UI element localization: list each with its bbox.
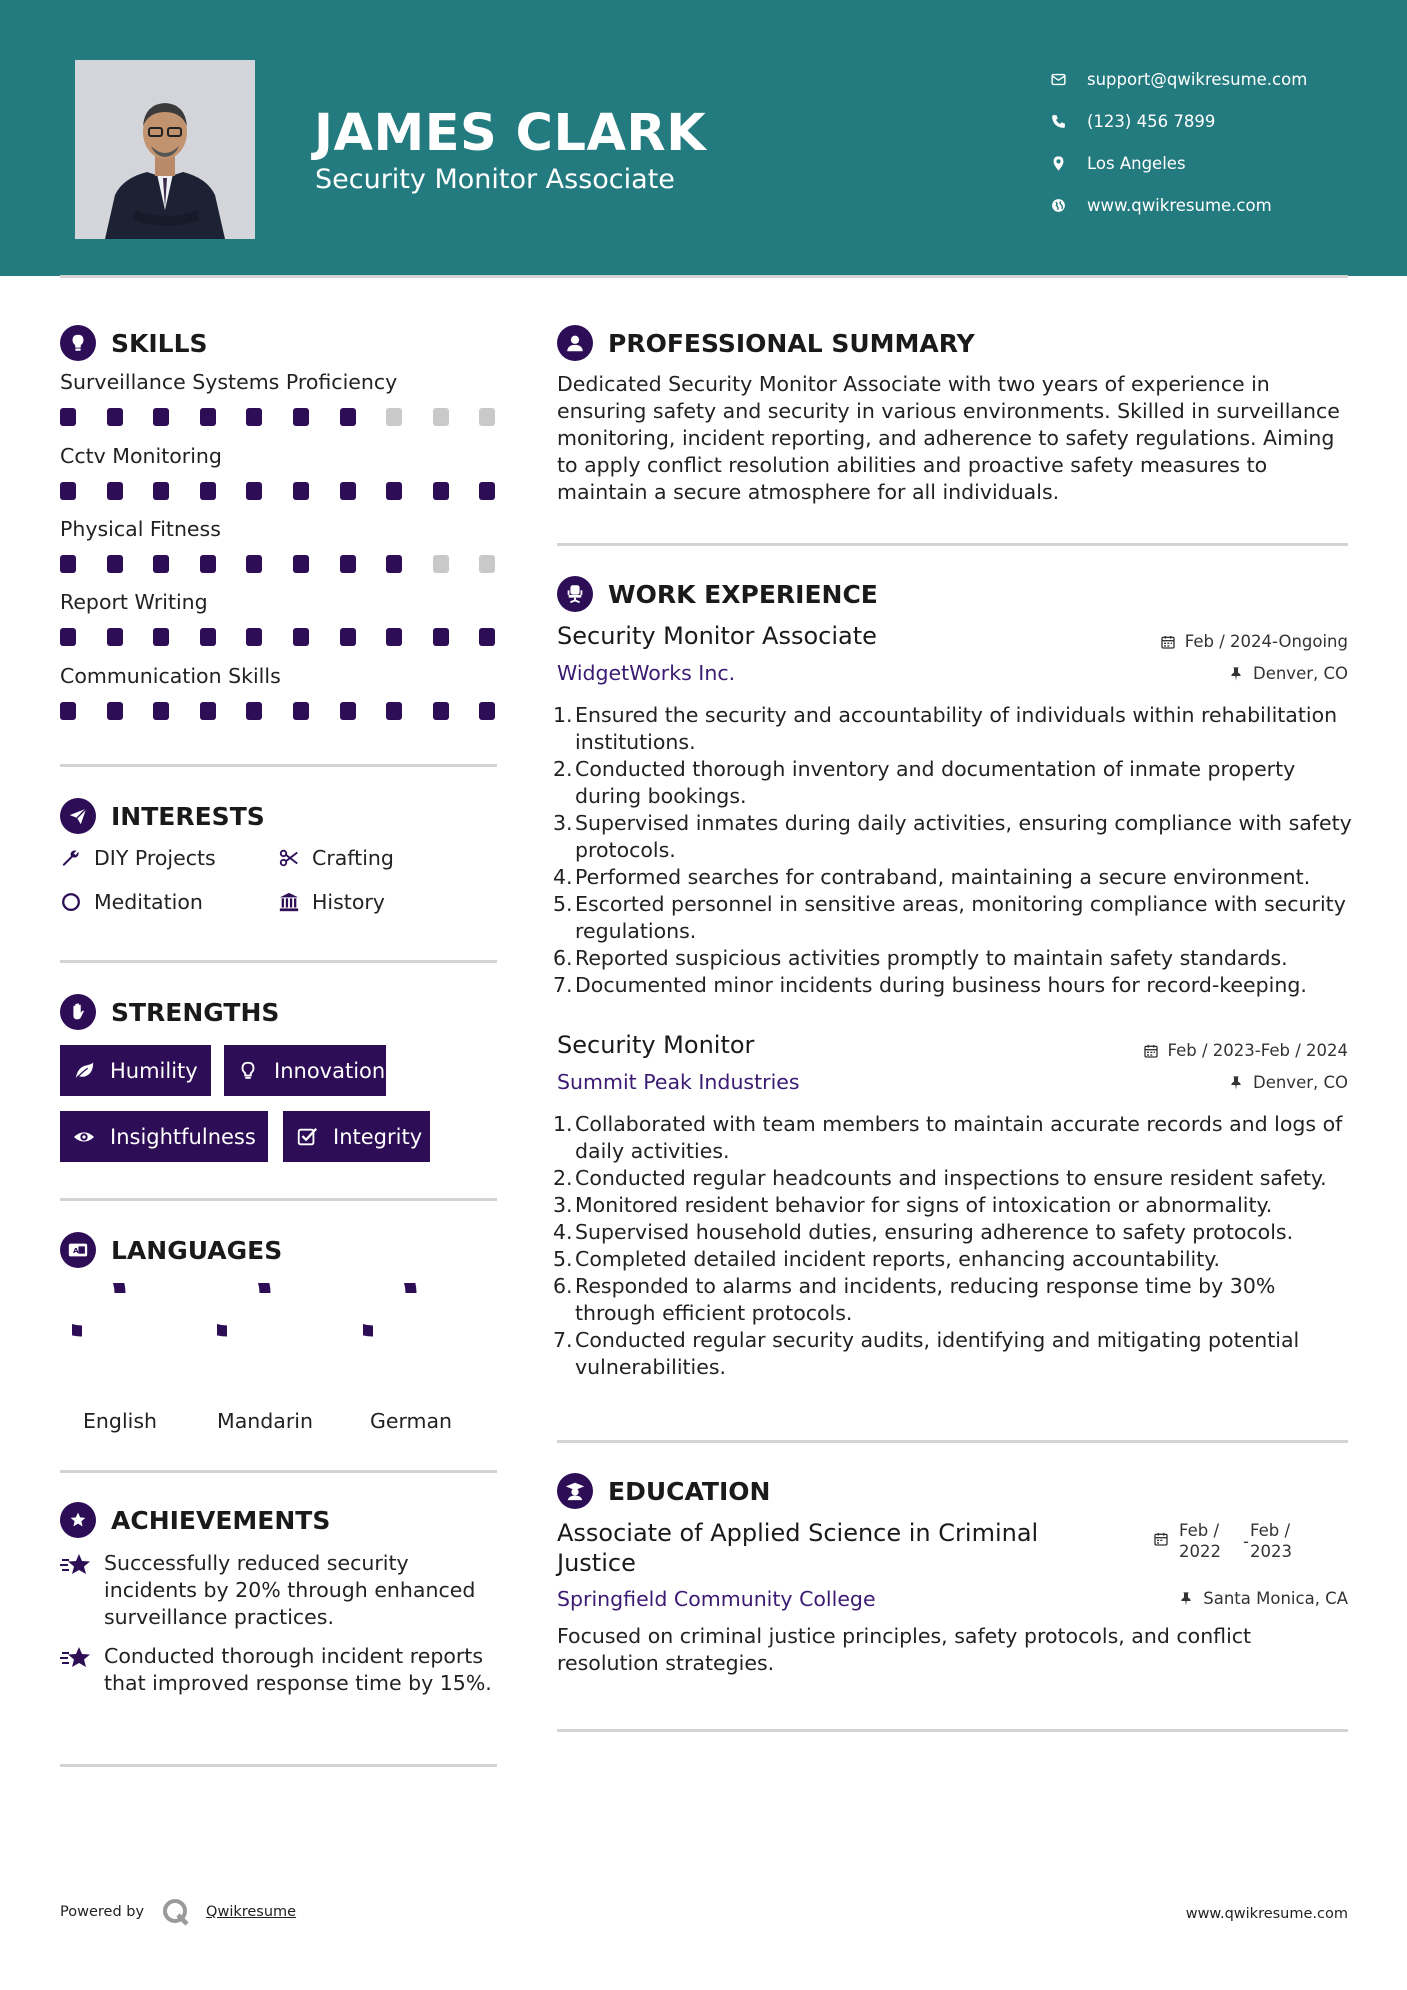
lightbulb-icon xyxy=(236,1060,260,1082)
bullet-text: Reported suspicious activities promptly to maintain safety standards. xyxy=(575,946,1288,970)
star-icon xyxy=(60,1645,92,1671)
interest-crafting xyxy=(278,846,394,870)
qwikresume-logo-icon xyxy=(160,1896,192,1928)
skill-rating xyxy=(60,628,500,646)
skills-heading-text: SKILLS xyxy=(111,328,208,358)
bullet-number: 6. xyxy=(553,1274,573,1298)
contact-email[interactable] xyxy=(1050,58,1307,100)
job-dates xyxy=(1143,1041,1348,1060)
strength-label: Integrity xyxy=(333,1124,423,1149)
skill-item xyxy=(60,370,500,426)
language-label: English xyxy=(82,1409,158,1433)
footer-website[interactable]: www.qwikresume.com xyxy=(1185,1906,1348,1922)
contact-website-text: www.qwikresume.com xyxy=(1087,195,1272,215)
rating-dot-filled xyxy=(246,482,262,500)
pushpin-icon xyxy=(1228,666,1244,682)
language-label: German xyxy=(369,1409,453,1433)
rating-dot-filled xyxy=(479,482,495,500)
interest-label: DIY Projects xyxy=(94,846,216,870)
job-bullet xyxy=(553,1111,1357,1165)
rating-dot-filled xyxy=(246,408,262,426)
job-location-text: Denver, CO xyxy=(1252,664,1348,683)
job-location xyxy=(1228,664,1348,683)
rating-dot-filled xyxy=(340,702,356,720)
job-bullet xyxy=(553,1273,1357,1327)
bullet-text: Escorted personnel in sensitive areas, monitoring compliance with security regulations. xyxy=(575,892,1346,943)
rating-dot-filled xyxy=(60,628,76,646)
bullet-text: Performed searches for contraband, maintaining a secure environment. xyxy=(575,865,1311,889)
experience-heading-text: WORK EXPERIENCE xyxy=(608,579,878,609)
achievement-text: Successfully reduced security incidents by 20% through enhanced surveillance practices. xyxy=(104,1551,476,1629)
bullet-text: Documented minor incidents during business hours for record-keeping. xyxy=(575,973,1307,997)
languages-divider xyxy=(60,1470,497,1473)
language-label: Mandarin xyxy=(217,1409,313,1433)
language-icon xyxy=(60,1232,96,1268)
skill-label: Physical Fitness xyxy=(60,517,221,541)
bullet-text: Ensured the security and accountability of individuals within rehabilitation institutions. xyxy=(575,703,1338,754)
bullet-text: Conducted regular security audits, identifying and mitigating potential vulnerabilities. xyxy=(575,1328,1300,1379)
contact-phone[interactable] xyxy=(1050,100,1307,142)
skill-label: Surveillance Systems Proficiency xyxy=(60,370,398,394)
map-pin-icon xyxy=(1050,155,1067,172)
job-bullet xyxy=(553,945,1357,972)
achievement-item xyxy=(60,1550,500,1631)
education-degree: Associate of Applied Science in Criminal Justice xyxy=(557,1519,1039,1577)
skill-rating xyxy=(60,482,500,500)
interest-label: Meditation xyxy=(94,890,203,914)
education-dates xyxy=(1153,1520,1292,1562)
experience-heading xyxy=(557,576,878,612)
education-date-separator: - xyxy=(1243,1532,1249,1551)
contact-location-text: Los Angeles xyxy=(1087,153,1186,173)
check-square-icon xyxy=(295,1126,319,1148)
bullet-number: 7. xyxy=(553,973,573,997)
rating-dot-filled xyxy=(200,482,216,500)
resume-header xyxy=(0,0,1407,276)
job-company: Summit Peak Industries xyxy=(557,1070,800,1094)
job-bullet xyxy=(553,756,1357,810)
bullet-number: 5. xyxy=(553,892,573,916)
strength-label: Innovation xyxy=(274,1058,386,1083)
interest-diy-projects xyxy=(60,846,216,870)
rating-dot-filled xyxy=(107,482,123,500)
interest-history xyxy=(278,890,385,914)
bullet-number: 6. xyxy=(553,946,573,970)
strength-integrity xyxy=(283,1111,430,1162)
education-start-month: Feb / xyxy=(1179,1521,1220,1540)
achievement-text: Conducted thorough incident reports that improved response time by 15%. xyxy=(104,1644,492,1695)
language-item xyxy=(341,1283,481,1433)
interests-heading xyxy=(60,798,265,834)
language-proficiency-arc xyxy=(363,1283,411,1331)
powered-by-text: Powered by xyxy=(60,1904,145,1920)
education-heading-text: EDUCATION xyxy=(608,1476,771,1506)
envelope-icon xyxy=(1050,71,1067,88)
education-end-month: Feb / xyxy=(1250,1521,1291,1540)
qwikresume-link[interactable]: Qwikresume xyxy=(206,1904,297,1920)
bullet-number: 4. xyxy=(553,1220,573,1244)
rating-dot-filled xyxy=(246,702,262,720)
interest-meditation xyxy=(60,890,203,914)
office-chair-icon xyxy=(557,576,593,612)
bullet-text: Conducted regular headcounts and inspections to ensure resident safety. xyxy=(575,1166,1327,1190)
calendar-icon xyxy=(1160,634,1176,650)
bullet-number: 7. xyxy=(553,1328,573,1352)
header-divider xyxy=(60,275,1348,278)
bullet-number: 2. xyxy=(553,757,573,781)
bullet-text: Monitored resident behavior for signs of intoxication or abnormality. xyxy=(575,1193,1273,1217)
skill-label: Communication Skills xyxy=(60,664,281,688)
job-bullet xyxy=(553,1165,1357,1192)
language-proficiency-arc xyxy=(217,1283,265,1331)
bullet-text: Completed detailed incident reports, enhancing accountability. xyxy=(575,1247,1220,1271)
rating-dot-filled xyxy=(340,408,356,426)
language-proficiency-ring xyxy=(72,1283,168,1379)
language-item xyxy=(50,1283,190,1433)
contact-website[interactable] xyxy=(1050,184,1307,226)
job-bullets xyxy=(553,702,1357,999)
svg-text:A: A xyxy=(72,1246,79,1256)
contact-location xyxy=(1050,142,1307,184)
strength-label: Insightfulness xyxy=(110,1124,256,1149)
rating-dot-empty xyxy=(433,555,449,573)
rating-dot-filled xyxy=(153,482,169,500)
rating-dot-filled xyxy=(293,408,309,426)
rating-dot-filled xyxy=(60,555,76,573)
footer-powered-by xyxy=(60,1896,296,1928)
lightbulb-icon xyxy=(60,325,96,361)
skill-item xyxy=(60,444,500,500)
interest-label: History xyxy=(312,890,385,914)
bullet-text: Conducted thorough inventory and documentation of inmate property during bookings. xyxy=(575,757,1296,808)
education-end xyxy=(1250,1520,1292,1562)
rating-dot-filled xyxy=(60,702,76,720)
rating-dot-empty xyxy=(386,408,402,426)
job-bullet xyxy=(553,864,1357,891)
summary-divider xyxy=(557,543,1348,546)
summary-heading-text: PROFESSIONAL SUMMARY xyxy=(608,328,975,358)
rating-dot-filled xyxy=(293,555,309,573)
rating-dot-filled xyxy=(200,702,216,720)
education-heading xyxy=(557,1473,770,1509)
summary-text: Dedicated Security Monitor Associate with two years of experience in ensuring safety and security in various environments. Skilled in surveillance monitoring, incident reporting, and adherence to safety regulations. Aiming to apply conflict resolution abilities and proactive safety measures to maintain a secure atmosphere for all individuals. xyxy=(557,372,1340,504)
rating-dot-filled xyxy=(293,628,309,646)
strength-insightfulness xyxy=(60,1111,268,1162)
strength-humility xyxy=(60,1045,211,1096)
hand-icon xyxy=(60,994,96,1030)
skill-label: Report Writing xyxy=(60,590,208,614)
interests-heading-text: INTERESTS xyxy=(111,801,265,831)
bullet-number: 4. xyxy=(553,865,573,889)
rating-dot-filled xyxy=(293,702,309,720)
rating-dot-filled xyxy=(433,482,449,500)
job-bullet xyxy=(553,1219,1357,1246)
job-dates-text: Feb / 2024-Ongoing xyxy=(1184,632,1348,651)
circle-icon xyxy=(60,891,82,913)
job-location xyxy=(1228,1073,1348,1092)
rating-dot-filled xyxy=(153,408,169,426)
star-badge-icon xyxy=(60,1502,96,1538)
rating-dot-filled xyxy=(60,482,76,500)
globe-icon xyxy=(1050,197,1067,214)
candidate-name: JAMES CLARK xyxy=(314,104,707,163)
interest-label: Crafting xyxy=(312,846,394,870)
contact-email-text: support@qwikresume.com xyxy=(1087,69,1308,89)
job-company: WidgetWorks Inc. xyxy=(557,661,736,685)
pushpin-icon xyxy=(1228,1075,1244,1091)
pushpin-icon xyxy=(1178,1591,1194,1607)
rating-dot-filled xyxy=(479,628,495,646)
skill-item xyxy=(60,517,500,573)
strength-label: Humility xyxy=(110,1058,198,1083)
job-bullet xyxy=(553,810,1357,864)
rating-dot-filled xyxy=(340,482,356,500)
job-dates xyxy=(1160,632,1348,651)
skills-heading xyxy=(60,325,208,361)
calendar-icon xyxy=(1143,1043,1159,1059)
calendar-icon xyxy=(1153,1531,1169,1547)
contact-list xyxy=(1050,58,1307,226)
education-location xyxy=(1178,1589,1348,1608)
achievements-heading xyxy=(60,1502,330,1538)
job-title: Security Monitor Associate xyxy=(557,622,877,650)
rating-dot-filled xyxy=(340,628,356,646)
museum-icon xyxy=(278,891,300,913)
candidate-title: Security Monitor Associate xyxy=(315,164,675,195)
language-proficiency-ring xyxy=(217,1283,313,1379)
skills-divider xyxy=(60,764,497,767)
experience-divider xyxy=(557,1440,1348,1443)
language-proficiency-ring xyxy=(363,1283,459,1379)
rating-dot-filled xyxy=(60,408,76,426)
rating-dot-filled xyxy=(246,555,262,573)
education-school: Springfield Community College xyxy=(557,1587,876,1611)
language-item xyxy=(195,1283,335,1433)
job-bullet xyxy=(553,702,1357,756)
rating-dot-filled xyxy=(107,702,123,720)
rating-dot-filled xyxy=(200,408,216,426)
languages-heading-text: LANGUAGES xyxy=(111,1235,283,1265)
skill-rating xyxy=(60,408,500,426)
achievement-item xyxy=(60,1643,500,1697)
summary-heading xyxy=(557,325,975,361)
education-start xyxy=(1179,1520,1243,1562)
rating-dot-filled xyxy=(340,555,356,573)
rating-dot-empty xyxy=(479,408,495,426)
eye-icon xyxy=(72,1126,96,1148)
bullet-number: 2. xyxy=(553,1166,573,1190)
star-icon xyxy=(60,1552,92,1578)
rating-dot-filled xyxy=(479,702,495,720)
rating-dot-filled xyxy=(107,555,123,573)
bullet-number: 3. xyxy=(553,811,573,835)
rating-dot-filled xyxy=(153,628,169,646)
rating-dot-filled xyxy=(153,555,169,573)
skill-label: Cctv Monitoring xyxy=(60,444,222,468)
scissors-icon xyxy=(278,847,300,869)
rating-dot-filled xyxy=(200,628,216,646)
bullet-text: Supervised inmates during daily activities, ensuring compliance with safety protocols. xyxy=(575,811,1352,862)
bullet-number: 5. xyxy=(553,1247,573,1271)
education-start-year: 2022 xyxy=(1179,1542,1221,1561)
rating-dot-filled xyxy=(386,555,402,573)
job-bullet xyxy=(553,1246,1357,1273)
job-bullet xyxy=(553,891,1357,945)
strengths-divider xyxy=(60,1198,497,1201)
rating-dot-empty xyxy=(433,408,449,426)
rating-dot-filled xyxy=(386,482,402,500)
strengths-heading xyxy=(60,994,279,1030)
bullet-number: 3. xyxy=(553,1193,573,1217)
user-icon xyxy=(557,325,593,361)
rating-dot-filled xyxy=(153,702,169,720)
strength-innovation xyxy=(224,1045,386,1096)
profile-photo xyxy=(75,60,255,239)
job-bullet xyxy=(553,1327,1357,1381)
languages-heading xyxy=(60,1232,282,1268)
job-bullets xyxy=(553,1111,1357,1381)
job-title: Security Monitor xyxy=(557,1031,755,1059)
bullet-text: Collaborated with team members to maintain accurate records and logs of daily activities. xyxy=(575,1112,1343,1163)
rating-dot-filled xyxy=(246,628,262,646)
job-bullet xyxy=(553,972,1357,999)
leaf-icon xyxy=(72,1060,96,1082)
contact-phone-text: (123) 456 7899 xyxy=(1087,111,1216,131)
rating-dot-filled xyxy=(200,555,216,573)
rating-dot-empty xyxy=(479,555,495,573)
bullet-number: 1. xyxy=(553,1112,573,1136)
education-location-text: Santa Monica, CA xyxy=(1203,1589,1348,1608)
job-bullet xyxy=(553,1192,1357,1219)
interests-divider xyxy=(60,960,497,963)
paper-plane-icon xyxy=(60,798,96,834)
language-proficiency-arc xyxy=(72,1283,120,1331)
rating-dot-filled xyxy=(386,702,402,720)
bullet-text: Responded to alarms and incidents, reducing response time by 30% through efficient protocols. xyxy=(575,1274,1276,1325)
wrench-icon xyxy=(60,847,82,869)
skill-rating xyxy=(60,702,500,720)
rating-dot-filled xyxy=(433,702,449,720)
strengths-heading-text: STRENGTHS xyxy=(111,997,280,1027)
graduate-icon xyxy=(557,1473,593,1509)
education-end-year: 2023 xyxy=(1250,1542,1292,1561)
skill-item xyxy=(60,664,500,720)
skill-item xyxy=(60,590,500,646)
bullet-number: 1. xyxy=(553,703,573,727)
rating-dot-filled xyxy=(293,482,309,500)
phone-icon xyxy=(1050,113,1067,130)
bullet-text: Supervised household duties, ensuring adherence to safety protocols. xyxy=(575,1220,1294,1244)
achievements-heading-text: ACHIEVEMENTS xyxy=(111,1505,331,1535)
rating-dot-filled xyxy=(107,628,123,646)
achievements-divider xyxy=(60,1764,497,1767)
rating-dot-filled xyxy=(386,628,402,646)
rating-dot-filled xyxy=(433,628,449,646)
skill-rating xyxy=(60,555,500,573)
rating-dot-filled xyxy=(107,408,123,426)
education-divider xyxy=(557,1729,1348,1732)
job-dates-text: Feb / 2023-Feb / 2024 xyxy=(1167,1041,1348,1060)
job-location-text: Denver, CO xyxy=(1252,1073,1348,1092)
education-description: Focused on criminal justice principles, safety protocols, and conflict resolution strategies. xyxy=(557,1624,1252,1675)
